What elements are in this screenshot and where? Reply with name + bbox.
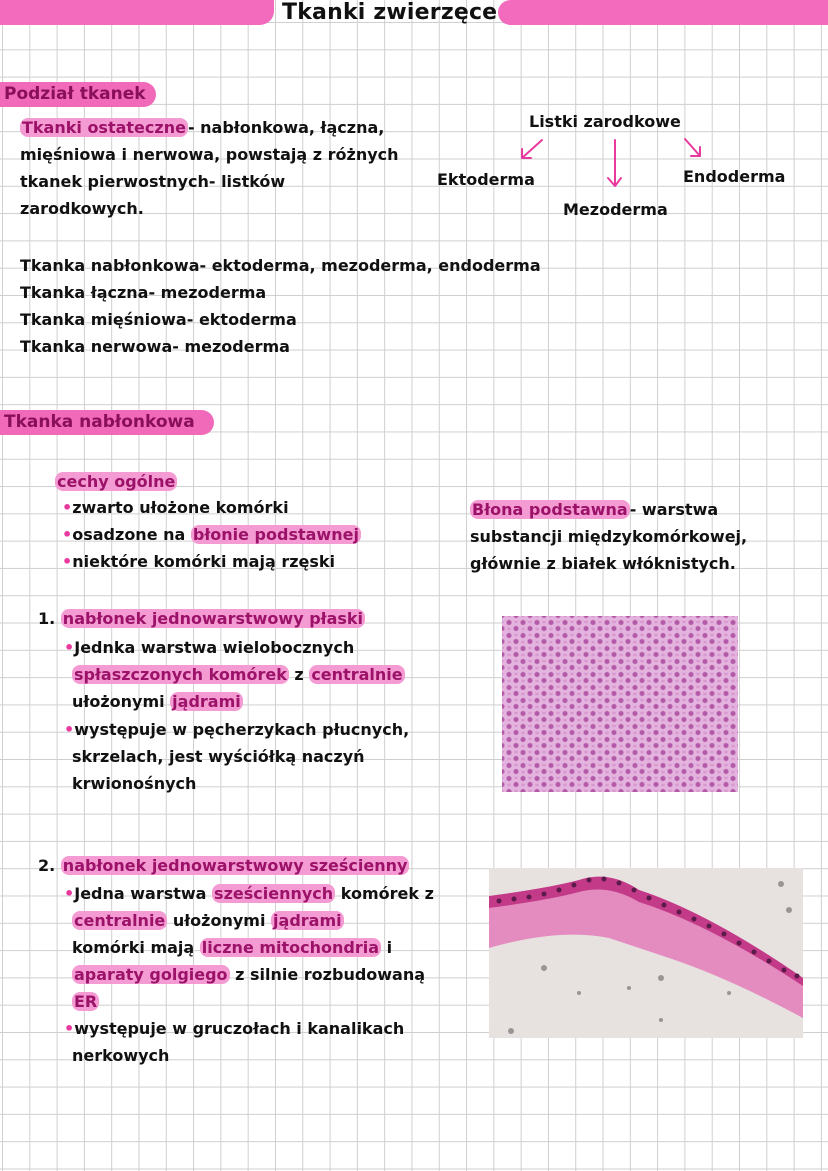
section-heading-podzial: Podział tkanek — [0, 82, 156, 107]
type-2-bullet-1-line-1: •Jedna warstwa sześciennych komórek z — [64, 884, 434, 903]
diagram-child-ektoderma: Ektoderma — [437, 170, 535, 189]
type-1-bullet-2-line-2: skrzelach, jest wyściółką naczyń — [72, 747, 365, 766]
bullet-icon: • — [62, 498, 73, 517]
origin-line: Tkanka nabłonkowa- ektoderma, mezoderma, endoderma — [20, 256, 541, 275]
definition-line-4: zarodkowych. — [20, 199, 144, 218]
origin-line: Tkanka nerwowa- mezoderma — [20, 337, 290, 356]
bullet-icon: • — [64, 720, 75, 739]
type-1-bullet-1-line-2: spłaszczonych komórek z centralnie — [74, 665, 403, 684]
type-2-bullet-1-line-4: aparaty golgiego z silnie rozbudowaną — [74, 965, 426, 984]
type-2-bullet-2-line-1: •występuje w gruczołach i kanalikach — [64, 1019, 405, 1038]
bullet-icon: • — [64, 638, 75, 657]
type-1-bullet-1-line-1: •Jednka warstwa wielobocznych — [64, 638, 355, 657]
feature-item: •zwarto ułożone komórki — [62, 498, 289, 517]
bullet-icon: • — [62, 525, 73, 544]
section-heading-nablonkowa: Tkanka nabłonkowa — [0, 410, 214, 435]
tissue-illustration-icon — [489, 868, 803, 1038]
side-note-line-3: głównie z białek włóknistych. — [470, 554, 736, 573]
bullet-icon: • — [64, 1019, 75, 1038]
definition-line-2: mięśniowa i nerwowa, powstają z różnych — [20, 145, 399, 164]
diagram-root: Listki zarodkowe — [529, 112, 681, 131]
title-bar-decoration-left — [0, 0, 274, 25]
bullet-icon: • — [64, 884, 75, 903]
definition-line-1: Tkanki ostateczne - nabłonkowa, łączna, — [22, 118, 385, 137]
type-1-bullet-1-line-3: ułożonymi jądrami — [72, 692, 241, 711]
origin-line: Tkanka łączna- mezoderma — [20, 283, 267, 302]
type-1-bullet-2-line-3: krwionośnych — [72, 774, 197, 793]
side-note-line-2: substancji międzykomórkowej, — [470, 527, 748, 546]
side-note-line-1: Błona podstawna - warstwa — [472, 500, 719, 519]
type-2-bullet-2-line-2: nerkowych — [72, 1046, 170, 1065]
definition-line-3: tkanek pierwostnych- listków — [20, 172, 286, 191]
type-1-bullet-2-line-1: •występuje w pęcherzykach płucnych, — [64, 720, 410, 739]
type-2-bullet-1-line-5: ER — [74, 992, 98, 1011]
title-bar-decoration-right — [498, 0, 828, 25]
squamous-epithelium-micrograph — [502, 616, 738, 792]
definition-term: Tkanki ostateczne — [22, 118, 186, 137]
cuboidal-epithelium-micrograph — [489, 868, 803, 1038]
type-2-bullet-1-line-3: komórki mają liczne mitochondria i — [72, 938, 393, 957]
type-2-bullet-1-line-2: centralnie ułożonymi jądrami — [74, 911, 342, 930]
diagram-child-mezoderma: Mezoderma — [563, 200, 668, 219]
diagram-child-endoderma: Endoderma — [683, 167, 786, 186]
feature-item: •niektóre komórki mają rzęski — [62, 552, 336, 571]
type-1-heading: 1. nabłonek jednowarstwowy płaski — [38, 609, 364, 628]
side-note-term: Błona podstawna — [472, 500, 628, 519]
feature-item: •osadzone na błonie podstawnej — [62, 525, 359, 544]
general-features-label: cechy ogólne — [57, 472, 176, 491]
page-title: Tkanki zwierzęce — [282, 0, 498, 25]
bullet-icon: • — [62, 552, 73, 571]
type-2-heading: 2. nabłonek jednowarstwowy sześcienny — [38, 856, 408, 875]
origin-line: Tkanka mięśniowa- ektoderma — [20, 310, 297, 329]
